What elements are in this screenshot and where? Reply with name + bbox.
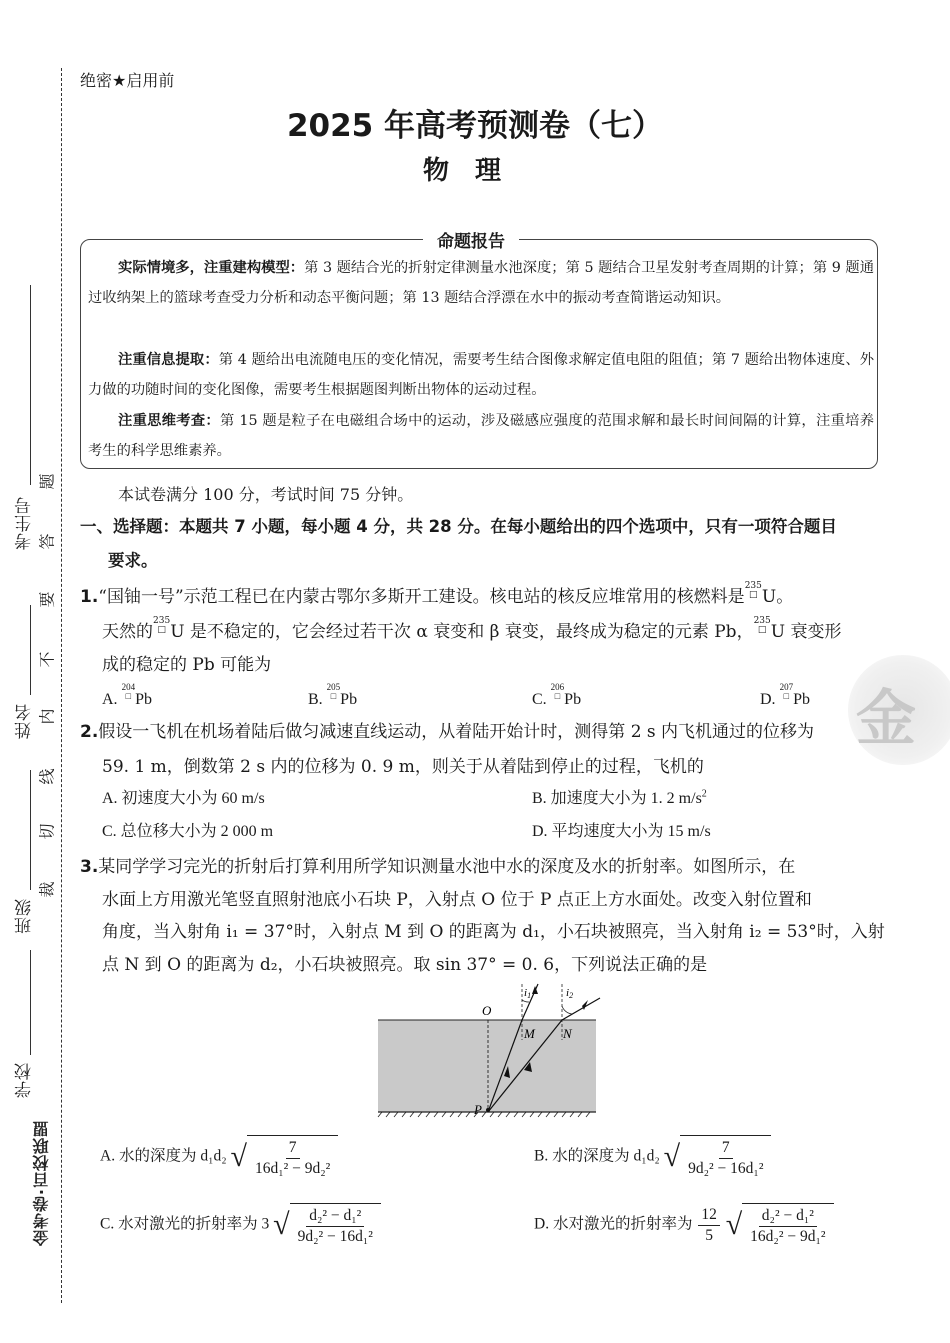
q1-l1b: U。 <box>761 587 794 607</box>
ray-incident-N <box>562 998 600 1020</box>
q3-line1 <box>80 852 795 877</box>
section1-line1: 一、选择题：本题共 7 小题，每小题 4 分，共 28 分。在每小题给出的四个选项中，只有一项符合题目 <box>80 517 837 536</box>
q1-option-d[interactable]: D. 207 □ Pb <box>760 682 810 708</box>
report-p3-text: 第 15 题是粒子在电磁组合场中的运动，涉及磁感应强度的范围求解和最长时间间隔的计算，注重培养考生的科学思维素养。 <box>88 413 874 459</box>
stone-P-dot <box>486 1108 490 1112</box>
margin-school-label: 学校 <box>15 1062 35 1098</box>
margin-cut-char-2: 答 <box>37 533 57 550</box>
q3-option-d-den: 16d₂² − 9d₁² <box>750 1228 826 1245</box>
q3-option-d-coef <box>698 1205 720 1246</box>
report-paragraph-1 <box>88 253 874 313</box>
q1-option-b[interactable]: B. 205 □ Pb <box>308 682 358 708</box>
margin-school-line <box>30 950 31 1055</box>
q2-number: 2. <box>80 722 99 742</box>
q1-option-c[interactable]: C. 206 □ Pb <box>532 682 582 708</box>
margin-cut-char-6: 线 <box>37 768 57 785</box>
fig-label-M: M <box>524 1026 535 1041</box>
q3-option-a-num: 7 <box>286 1138 300 1159</box>
q1-l2-mass-2: 235 <box>753 616 771 626</box>
margin-exam-no-label: 考生号 <box>15 496 35 550</box>
fig-label-i2: i2 <box>566 987 574 1000</box>
q2-option-b[interactable] <box>532 785 707 808</box>
q3-line2: 水面上方用激光笔竖直照射池底小石块 P，入射点 O 位于 P 点正上方水面处。改变入射位置和 <box>102 890 812 910</box>
q1-option-b-mass: 205 <box>326 682 341 692</box>
q1-l2a: 天然的 <box>102 622 153 642</box>
q1-option-d-mass: 207 <box>779 682 794 692</box>
q2-option-b-sup: 2 <box>701 788 707 800</box>
q2-option-a[interactable]: A. 初速度大小为 60 m/s <box>102 790 265 807</box>
margin-name-label: 姓名 <box>15 703 35 739</box>
q3-option-a[interactable] <box>100 1135 338 1179</box>
q3-line4: 点 N 到 O 的距离为 d₂，小石块被照亮。取 sin 37° = 0. 6，下列说法正确的是 <box>102 955 708 975</box>
q3-option-c-text: C. 水对激光的折射率为 3 <box>100 1215 270 1233</box>
watermark-char: 金 <box>856 684 916 754</box>
report-p1-text: 第 3 题结合光的折射定律测量水池深度；第 5 题结合卫星发射考查周期的计算；第 9 题通过收纳架上的篮球考查受力分析和动态平衡问题；第 13 题结合浮漂在水中的振动考查简谐运动知识。 <box>88 260 874 306</box>
margin-cut-char-1: 题 <box>37 473 57 490</box>
q2-line2: 59. 1 m，倒数第 2 s 内的位移为 0. 9 m，则关于从着陆到停止的过程，飞机的 <box>102 757 704 777</box>
margin-class-line <box>30 770 31 890</box>
report-p1-head: 实际情境多，注重建构模型： <box>118 260 305 276</box>
report-title: 命题报告 <box>423 227 519 252</box>
q1-line2: 天然的235 □ U 是不稳定的，它会经过若干次 α 衰变和 β 衰变，最终成为稳定的元素 Pb，235 □ U 衰变形 <box>102 616 842 642</box>
pool-bottom-hatch <box>378 1112 590 1117</box>
q1-line1: 1.“国铀一号”示范工程已在内蒙古鄂尔多斯开工建设。核电站的核反应堆常用的核燃料是235 □ U。 <box>80 581 794 607</box>
q3-refraction-diagram <box>372 980 602 1120</box>
binding-dash-line <box>61 68 62 1303</box>
q3-option-b-den: 9d₂² − 16d₁² <box>688 1160 764 1177</box>
q1-option-c-label: C. <box>532 691 547 708</box>
q1-l2c: U 衰变形 <box>770 622 842 642</box>
q3-option-d-text: D. 水对激光的折射率为 <box>534 1215 693 1233</box>
q1-l2b: U 是不稳定的，它会经过若干次 α 衰变和 β 衰变，最终成为稳定的元素 Pb， <box>170 622 754 642</box>
margin-cut-char-5: 内 <box>37 708 57 725</box>
q3-option-b-num: 7 <box>719 1138 733 1159</box>
report-p2-text: 第 4 题给出电流随电压的变化情况，需要考生结合图像求解定值电阻的阻值；第 7 题给出物体速度、外力做的功随时间的变化图像，需要考生根据题图判断出物体的运动过程。 <box>88 352 875 398</box>
margin-exam-no-line <box>30 285 31 485</box>
q1-l2-mass-1: 235 <box>153 616 171 626</box>
q2-option-c[interactable]: C. 总位移大小为 2 000 m <box>102 823 274 840</box>
q1-option-d-label: D. <box>760 691 776 708</box>
q3-option-d-coef-num: 12 <box>698 1205 720 1226</box>
q3-l1: 某同学学习完光的折射后打算利用所学知识测量水池中水的深度及水的折射率。如图所示，在 <box>98 857 796 877</box>
q1-option-b-label: B. <box>308 691 323 708</box>
q2-l1: 假设一飞机在机场着陆后做匀减速直线运动，从着陆开始计时，测得第 2 s 内飞机通过的位移为 <box>98 722 815 742</box>
q3-number: 3. <box>80 857 99 877</box>
q1-option-c-element: Pb <box>564 691 582 708</box>
q1-l1-mass: 235 <box>744 581 762 591</box>
q1-option-c-mass: 206 <box>550 682 565 692</box>
angle-arc-i2 <box>562 1006 572 1014</box>
fig-label-N: N <box>563 1026 572 1041</box>
subject-title: 物理 <box>422 156 527 186</box>
q3-option-a-text: A. 水的深度为 d₁d₂ <box>100 1147 227 1165</box>
q1-number: 1. <box>80 587 99 607</box>
q3-option-a-den: 16d₁² − 9d₂² <box>254 1160 331 1177</box>
q1-option-a[interactable]: A. 204 □ Pb <box>102 682 152 708</box>
q3-option-d-coef-den: 5 <box>705 1226 713 1244</box>
q3-option-c[interactable] <box>100 1203 381 1247</box>
q1-line3: 成的稳定的 Pb 可能为 <box>102 655 272 675</box>
report-p3-head: 注重思维考查： <box>118 413 220 429</box>
fig-label-O: O <box>482 1003 492 1018</box>
q1-l1a: “国铀一号”示范工程已在内蒙古鄂尔多斯开工建设。核电站的核反应堆常用的核燃料是 <box>98 587 745 607</box>
q2-line1 <box>80 717 814 742</box>
exam-intro: 本试卷满分 100 分，考试时间 75 分钟。 <box>118 485 414 504</box>
q3-option-c-sqrt: √ $\frac{\text{d₂² − d₁²}}{\text{9d₂² − 16d₁²}}$ <box>273 1203 381 1247</box>
fig-label-i1: i1 <box>524 987 532 1000</box>
margin-cut-char-3: 要 <box>37 591 57 608</box>
q3-option-b-sqrt: √ $\frac{7}{\text{9d₂² − 16d₁²}}$ <box>664 1135 772 1179</box>
fig-label-P: P <box>474 1102 482 1117</box>
q1-option-d-element: Pb <box>793 691 810 708</box>
q3-option-a-sqrt: √ $\frac{7}{\text{16d₁² − 9d₂²}}$ <box>231 1135 339 1179</box>
secret-mark: 绝密★启用前 <box>80 71 175 90</box>
section1-line2: 要求。 <box>108 551 158 570</box>
exam-title: 2025 年高考预测卷（七） <box>286 108 664 144</box>
q3-line3: 角度，当入射角 i₁ = 37°时，入射点 M 到 O 的距离为 d₁，小石块被照亮，当入射角 i₂ = 53°时，入射 <box>102 922 885 942</box>
margin-name-line <box>30 605 31 695</box>
report-paragraph-3 <box>88 406 874 466</box>
margin-cut-char-8: 裁 <box>37 881 57 898</box>
q3-option-c-num: d₂² − d₁² <box>306 1206 364 1227</box>
margin-alliance: 金考卷·百校联盟 <box>32 1120 51 1247</box>
q3-option-b[interactable] <box>534 1135 771 1179</box>
q2-option-d[interactable]: D. 平均速度大小为 15 m/s <box>532 823 711 840</box>
report-p2-head: 注重信息提取： <box>118 352 219 368</box>
q3-option-d-num: d₂² − d₁² <box>759 1206 817 1227</box>
q3-option-b-text: B. 水的深度为 d₁d₂ <box>534 1147 660 1165</box>
margin-cut-char-4: 不 <box>37 651 57 668</box>
margin-cut-char-7: 切 <box>37 823 57 840</box>
q1-option-b-element: Pb <box>340 691 358 708</box>
q3-option-d-sqrt: √ $\frac{\text{d₂² − d₁²}}{\text{16d₂² − 9d₁²}}$ <box>726 1203 834 1247</box>
q3-option-c-den: 9d₂² − 16d₁² <box>297 1228 373 1245</box>
report-paragraph-2 <box>88 345 874 405</box>
q1-option-a-mass: 204 <box>121 682 136 692</box>
q1-option-a-element: Pb <box>135 691 152 708</box>
q1-option-a-label: A. <box>102 691 118 708</box>
watermark-seal <box>848 655 950 765</box>
q3-option-d[interactable] <box>534 1203 834 1247</box>
q2-option-b-text: B. 加速度大小为 1. 2 m/s <box>532 790 702 807</box>
angle-arc-i1 <box>522 1000 529 1002</box>
margin-class-label: 班级 <box>15 898 35 934</box>
